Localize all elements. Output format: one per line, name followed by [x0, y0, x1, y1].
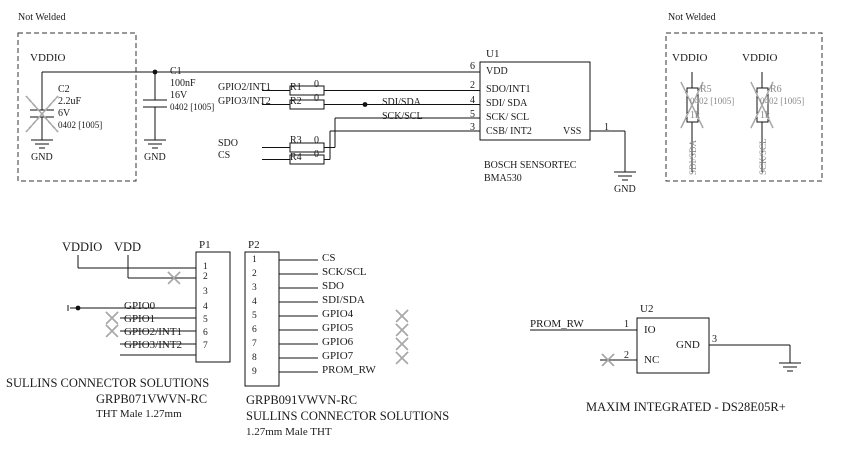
p1-rail-vddio: VDDIO [62, 240, 103, 254]
p2-pin-1: 1 [252, 255, 257, 265]
p2-pin-9: 9 [252, 367, 257, 377]
u1-pin5-name: SCK/ SCL [486, 112, 530, 123]
p2-pin-3: 3 [252, 283, 257, 293]
r2-value: 0 [314, 93, 319, 104]
u1-pin1-num: 1 [604, 122, 609, 133]
p2-pin-8: 8 [252, 353, 257, 363]
net-sdo: SDO [218, 138, 239, 149]
note-right-not-welded: Not Welded [668, 12, 716, 23]
note-left-not-welded: Not Welded [18, 12, 66, 23]
c1-ref: C1 [170, 66, 182, 77]
p2-signal-sdi-sda: SDI/SDA [322, 294, 365, 306]
u1-pin2-num: 2 [470, 80, 475, 91]
u2-pin2-name: NC [644, 354, 660, 366]
r6-value: 1k [760, 110, 770, 121]
net-gpio2-int1: GPIO2/INT1 [218, 82, 271, 93]
u2-signal-prom-rw: PROM_RW [530, 318, 584, 330]
p2-ref: P2 [248, 239, 260, 251]
p1-ref: P1 [199, 239, 211, 251]
u1-pin1-name: VSS [563, 126, 582, 137]
u1-part: BMA530 [484, 173, 522, 184]
u2-pin1-num: 1 [624, 319, 629, 330]
c2-voltage: 6V [58, 108, 71, 119]
p2-signal-gpio6: GPIO6 [322, 336, 354, 348]
c1-package: 0402 [1005] [170, 102, 215, 112]
p2-signal-gpio5: GPIO5 [322, 322, 354, 334]
label-vddio-left: VDDIO [30, 52, 66, 64]
r1-ref: R1 [290, 82, 302, 93]
p2-manufacturer: SULLINS CONNECTOR SOLUTIONS [246, 409, 450, 423]
r4-value: 0 [314, 149, 319, 160]
r6-net-label: SCK/SCL [758, 138, 768, 175]
p2-part: GRPB091VWVN-RC [246, 393, 358, 407]
u1-pin4-num: 4 [470, 95, 475, 106]
r1-value: 0 [314, 79, 319, 90]
p1-signal-gpio3-int2: GPIO3/INT2 [124, 339, 183, 351]
p2-spec: 1.27mm Male THT [246, 426, 332, 438]
c1-value: 100nF [170, 78, 196, 89]
u2-pin1-name: IO [644, 324, 656, 336]
r5-ref: R5 [700, 84, 712, 95]
p1-spec: THT Male 1.27mm [96, 408, 182, 420]
p1-rail-vdd: VDD [114, 240, 142, 254]
u2-ref: U2 [640, 303, 654, 315]
u1-ref: U1 [486, 48, 500, 60]
p2-signal-cs: CS [322, 252, 336, 264]
p2-pin-5: 5 [252, 311, 257, 321]
bus-label-sck-scl: SCK/SCL [382, 111, 423, 122]
c2-package: 0402 [1005] [58, 120, 103, 130]
u1-pin5-num: 5 [470, 109, 475, 120]
p1-pin-3: 3 [203, 287, 208, 297]
u2-caption: MAXIM INTEGRATED - DS28E05R+ [586, 400, 786, 414]
p1-pin-6: 6 [203, 328, 208, 338]
r5-net-label: SDI/SDA [688, 139, 698, 175]
u1-pin3-num: 3 [470, 122, 475, 133]
p1-signal-gpio2-int1: GPIO2/INT1 [124, 326, 183, 338]
p1-pin-2: 2 [203, 272, 208, 282]
p1-signal-gpio0: GPIO0 [124, 300, 156, 312]
u2-pin3-num: 3 [712, 334, 717, 345]
p2-pin-2: 2 [252, 269, 257, 279]
c2-value: 2.2uF [58, 96, 82, 107]
p2-signal-gpio7: GPIO7 [322, 350, 354, 362]
p2-pin-7: 7 [252, 339, 257, 349]
p1-pin-1: 1 [203, 262, 208, 272]
r3-value: 0 [314, 135, 319, 146]
u1-pin4-name: SDI/ SDA [486, 98, 528, 109]
net-cs: CS [218, 150, 231, 161]
bus-label-sdi-sda: SDI/SDA [382, 97, 421, 108]
r6-ref: R6 [770, 84, 782, 95]
c2-ref: C2 [58, 84, 70, 95]
gnd-label-u1: GND [614, 184, 636, 195]
gnd-label-c2: GND [31, 152, 53, 163]
c1-voltage: 16V [170, 90, 188, 101]
p2-pin-6: 6 [252, 325, 257, 335]
label-vddio-r5: VDDIO [672, 52, 708, 64]
label-vddio-r6: VDDIO [742, 52, 778, 64]
p2-signal-gpio4: GPIO4 [322, 308, 354, 320]
r6-package: 0402 [1005] [760, 96, 805, 106]
p1-part: GRPB071VWVN-RC [96, 392, 208, 406]
u1-pin6-num: 6 [470, 61, 475, 72]
p2-signal-prom-rw: PROM_RW [322, 364, 376, 376]
p1-signal-gpio1: GPIO1 [124, 313, 156, 325]
u1-manufacturer: BOSCH SENSORTEC [484, 160, 577, 171]
p1-manufacturer: SULLINS CONNECTOR SOLUTIONS [6, 376, 210, 390]
p2-pin-4: 4 [252, 297, 257, 307]
p2-signal-sdo: SDO [322, 280, 345, 292]
r5-value: 1k [690, 110, 700, 121]
u1-pin3-name: CSB/ INT2 [486, 126, 532, 137]
p1-pin-7: 7 [203, 341, 208, 351]
r4-ref: R4 [290, 152, 302, 163]
net-gpio3-int2: GPIO3/INT2 [218, 96, 271, 107]
gnd-label-c1: GND [144, 152, 166, 163]
u2-pin2-num: 2 [624, 350, 629, 361]
p1-pin-4: 4 [203, 302, 208, 312]
u2-pin3-name: GND [676, 339, 700, 351]
r3-ref: R3 [290, 135, 302, 146]
u1-pin2-name: SDO/INT1 [486, 84, 531, 95]
u1-pin6-name: VDD [486, 66, 508, 77]
r2-ref: R2 [290, 96, 302, 107]
p2-signal-sck-scl: SCK/SCL [322, 266, 367, 278]
r5-package: 0402 [1005] [690, 96, 735, 106]
p1-pin-5: 5 [203, 315, 208, 325]
